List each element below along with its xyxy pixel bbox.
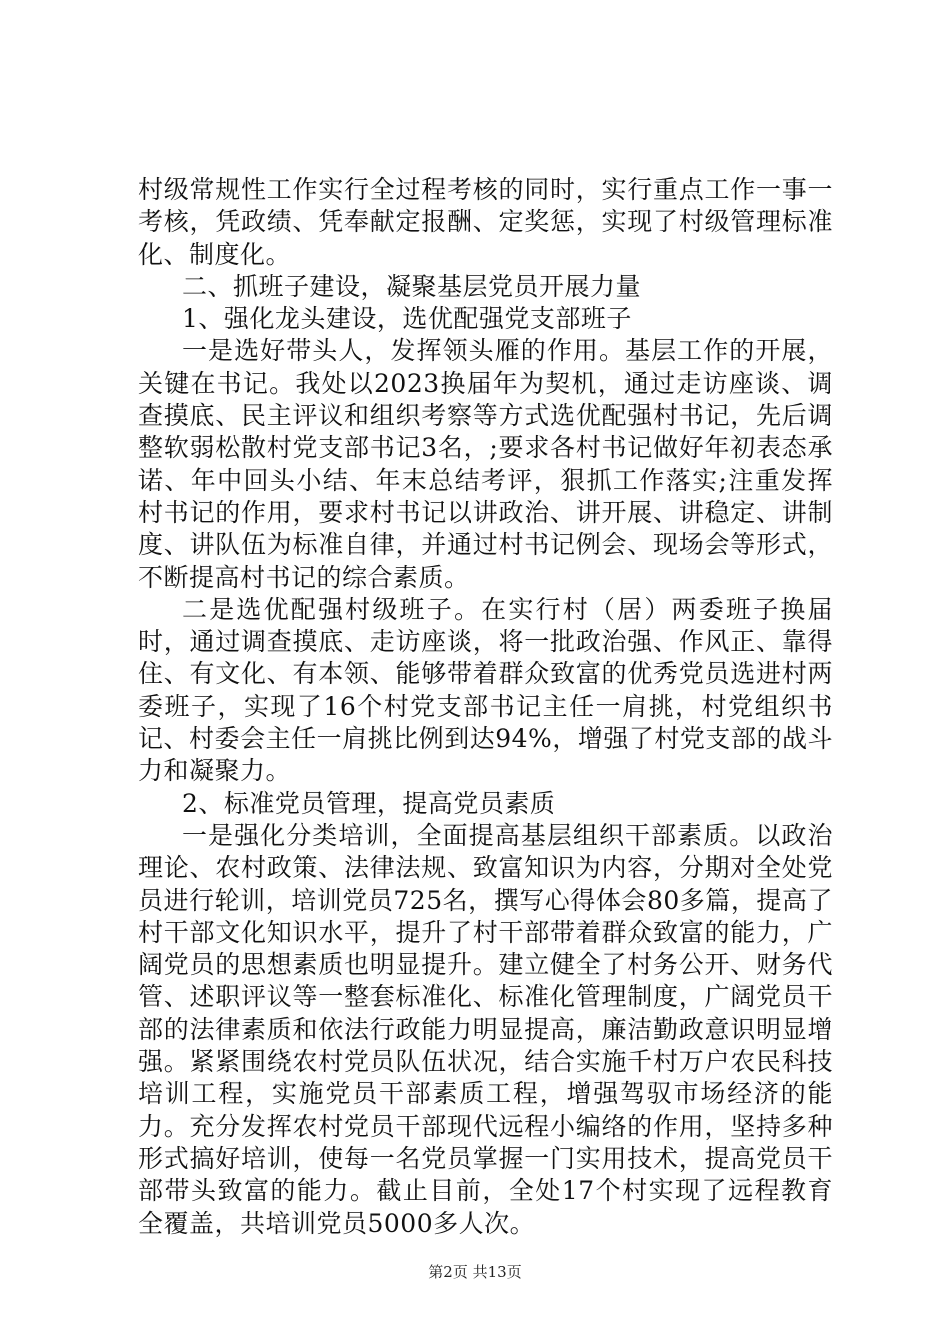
section-heading: 二、抓班子建设，凝聚基层党员开展力量 [182,271,642,301]
document-body [138,174,833,1240]
subsection-heading: 1、强化龙头建设，选优配强党支部班子 [182,304,632,334]
subsection-heading: 2、标准党员管理，提高党员素质 [182,788,556,818]
paragraph: 二是选优配强村级班子。在实行村（居）两委班子换届时，通过调查摸底、走访座谈，将一批政治强、作风正、靠得住、有文化、有本领、能够带着群众致富的优秀党员选进村两委班子，实现了16个村党支部书记主任一肩挑，村党组织书记、村委会主任一肩挑比例到达94%，增强了村党支部的战斗力和凝聚力。 [138,594,833,786]
paragraph: 一是强化分类培训，全面提高基层组织干部素质。以政治理论、农村政策、法律法规、致富知识为内容，分期对全处党员进行轮训，培训党员725名，撰写心得体会80多篇，提高了村干部文化知识水平，提升了村干部带着群众致富的能力，广阔党员的思想素质也明显提升。建立健全了村务公开、财务代管、述职评议等一整套标准化、标准化管理制度，广阔党员干部的法律素质和依法行政能力明显提高，廉洁勤政意识明显增强。紧紧围绕农村党员队伍状况，结合实施千村万户农民科技培训工程，实施党员干部素质工程，增强驾驭市场经济的能力。充分发挥农村党员干部现代远程小编络的作用，坚持多种形式搞好培训，使每一名党员掌握一门实用技术，提高党员干部带头致富的能力。截止目前，全处17个村实现了远程教育全覆盖，共培训党员5000多人次。 [138,820,833,1238]
paragraph: 一是选好带头人，发挥领头雁的作用。基层工作的开展，关键在书记。我处以2023换届年为契机，通过走访座谈、调查摸底、民主评议和组织考察等方式选优配强村书记，先后调整软弱松散村党支部书记3名，;要求各村书记做好年初表态承诺、年中回头小结、年末总结考评，狠抓工作落实;注重发挥村书记的作用，要求村书记以讲政治、讲开展、讲稳定、讲制度、讲队伍为标准自律，并通过村书记例会、现场会等形式，不断提高村书记的综合素质。 [138,336,833,592]
paragraph: 村级常规性工作实行全过程考核的同时，实行重点工作一事一考核，凭政绩、凭奉献定报酬、定奖惩，实现了村级管理标准化、制度化。 [138,175,833,269]
page-footer: 第2页 共13页 [428,1263,522,1281]
